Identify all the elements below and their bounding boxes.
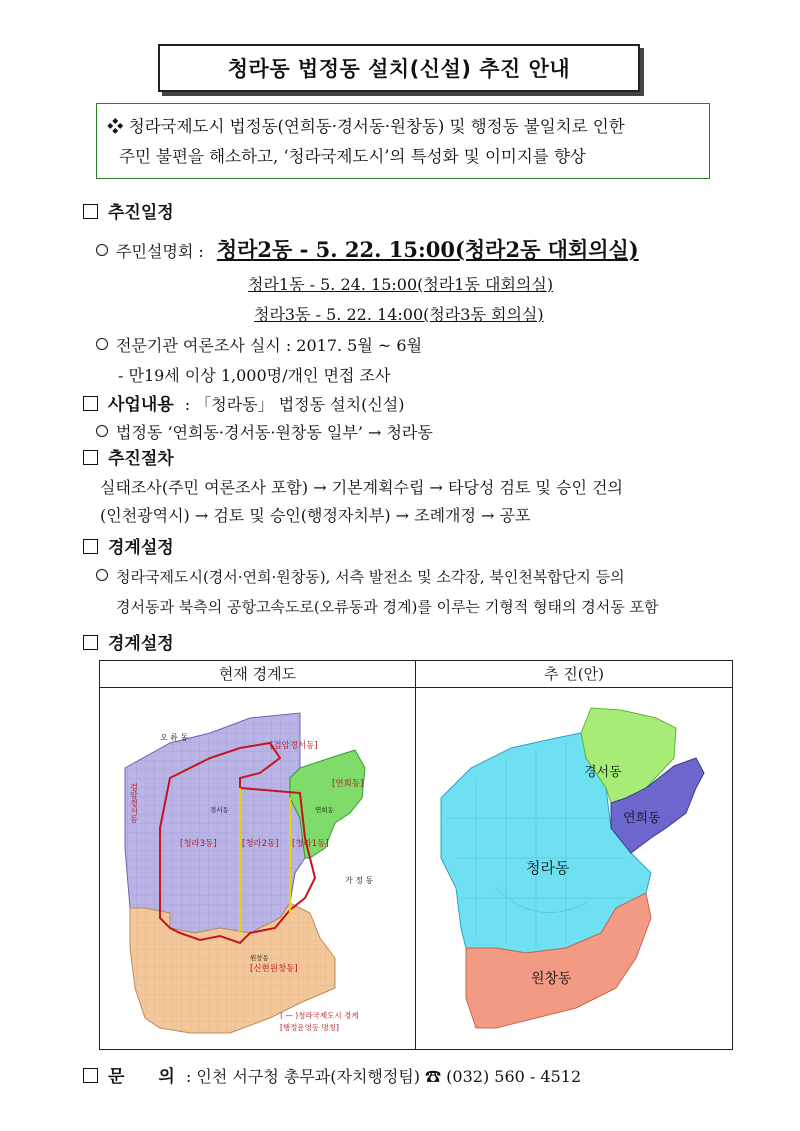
label-gyeongseo-small: 경서동: [210, 806, 229, 814]
boundary-line-2: 경서동과 북측의 공항고속도로(오류동과 경계)를 이루는 기형적 형태의 경서동 포함: [116, 598, 659, 616]
label-sinhyeon-wonchang: [신현원창동]: [250, 964, 298, 974]
briefing-main: 청라2동 - 5. 22. 15:00(청라2동 대회의실): [216, 237, 639, 262]
label-cheongna1: [청라1동]: [292, 839, 329, 849]
checkbox-square-icon: [83, 1068, 98, 1083]
label-cheongna3: [청라3동]: [180, 839, 217, 849]
checkbox-square-icon: [83, 635, 98, 650]
survey-detail: - 만19세 이상 1,000명/개인 면접 조사: [118, 366, 391, 385]
procedure-line-1: 실태조사(주민 여론조사 포함) → 기본계획수립 → 타당성 검토 및 승인 건의: [100, 478, 623, 497]
label-wonchang: 원창동: [531, 971, 572, 987]
intro-box: [96, 103, 710, 179]
diamond-bullet-icon: ❖: [107, 117, 124, 136]
circle-bullet-icon: [96, 425, 108, 437]
label-yeonhui-small: 연희동: [315, 806, 334, 814]
briefing-cheongna1: 청라1동 - 5. 24. 15:00(청라1동 대회의실): [248, 275, 554, 294]
label-oryu: 오 류 동: [160, 733, 189, 742]
label-gyeongseo: 경서동: [584, 765, 622, 780]
legend-admin-name: [행정운영동 명칭]: [280, 1023, 339, 1032]
schedule-heading: 추진일정: [83, 198, 174, 223]
procedure-line-2: (인천광역시) → 검토 및 승인(행정자치부) → 조례개정 → 공포: [100, 506, 531, 525]
contact-row: [83, 1062, 581, 1087]
checkbox-square-icon: [83, 450, 98, 465]
label-cheongna2: [청라2동]: [242, 839, 279, 849]
label-geomam-gyeongseo: [검암경서동]: [270, 741, 318, 751]
left-map-header: 현재 경계도: [100, 661, 415, 688]
proposed-boundary-map: [416, 688, 732, 1048]
content-heading-suffix: : 「청라동」 법정동 설치(신설): [184, 395, 405, 414]
right-map-header: 추 진(안): [416, 661, 732, 688]
label-cheongna: 청라동: [526, 859, 570, 877]
label-yeonhui: [연희동]: [332, 779, 364, 789]
label-geomam-vertical: 검암경서동: [129, 783, 139, 823]
circle-bullet-icon: [96, 244, 108, 256]
briefing-label: 주민설명회 :: [116, 242, 204, 261]
label-wonchang-small: 원창동: [250, 954, 269, 962]
boundary-map-heading: 경계설정: [83, 629, 174, 654]
intro-line-2: 주민 불편을 해소하고, ‘청라국제도시’의 특성화 및 이미지를 향상: [119, 147, 586, 166]
briefing-row: [96, 234, 639, 264]
intro-line-1: 청라국제도시 법정동(연희동·경서동·원창동) 및 행정동 불일치로 인한: [128, 117, 625, 136]
current-boundary-map: [100, 688, 415, 1048]
checkbox-square-icon: [83, 204, 98, 219]
boundary-map-table: [99, 660, 733, 1050]
briefing-cheongna3: 청라3동 - 5. 22. 14:00(청라3동 회의실): [254, 305, 544, 324]
contact-heading: 문 의: [108, 1067, 175, 1087]
boundary-line-1: 청라국제도시(경서·연희·원창동), 서측 발전소 및 소각장, 북인천복합단지 등의: [96, 566, 625, 587]
checkbox-square-icon: [83, 396, 98, 411]
boundary-heading: 경계설정: [83, 533, 174, 558]
circle-bullet-icon: [96, 569, 108, 581]
label-gajeong: 가 정 동: [345, 876, 374, 885]
contact-text: : 인천 서구청 총무과(자치행정팀) ☎ (032) 560 - 4512: [185, 1067, 582, 1086]
label-yeonhui-proposed: 연희동: [623, 811, 661, 826]
content-item: 법정동 ‘연희동·경서동·원창동 일부’ → 청라동: [96, 420, 433, 443]
checkbox-square-icon: [83, 539, 98, 554]
circle-bullet-icon: [96, 338, 108, 350]
content-heading: 사업내용: [108, 395, 174, 415]
survey-row: 전문기관 여론조사 실시 : 2017. 5월 ~ 6월: [96, 333, 422, 356]
procedure-heading: 추진절차: [83, 444, 174, 469]
legend-boundary: ( — )청라국제도시 경계: [280, 1011, 359, 1020]
page-title: 청라동 법정동 설치(신설) 추진 안내: [158, 44, 640, 92]
content-heading-row: [83, 390, 405, 415]
